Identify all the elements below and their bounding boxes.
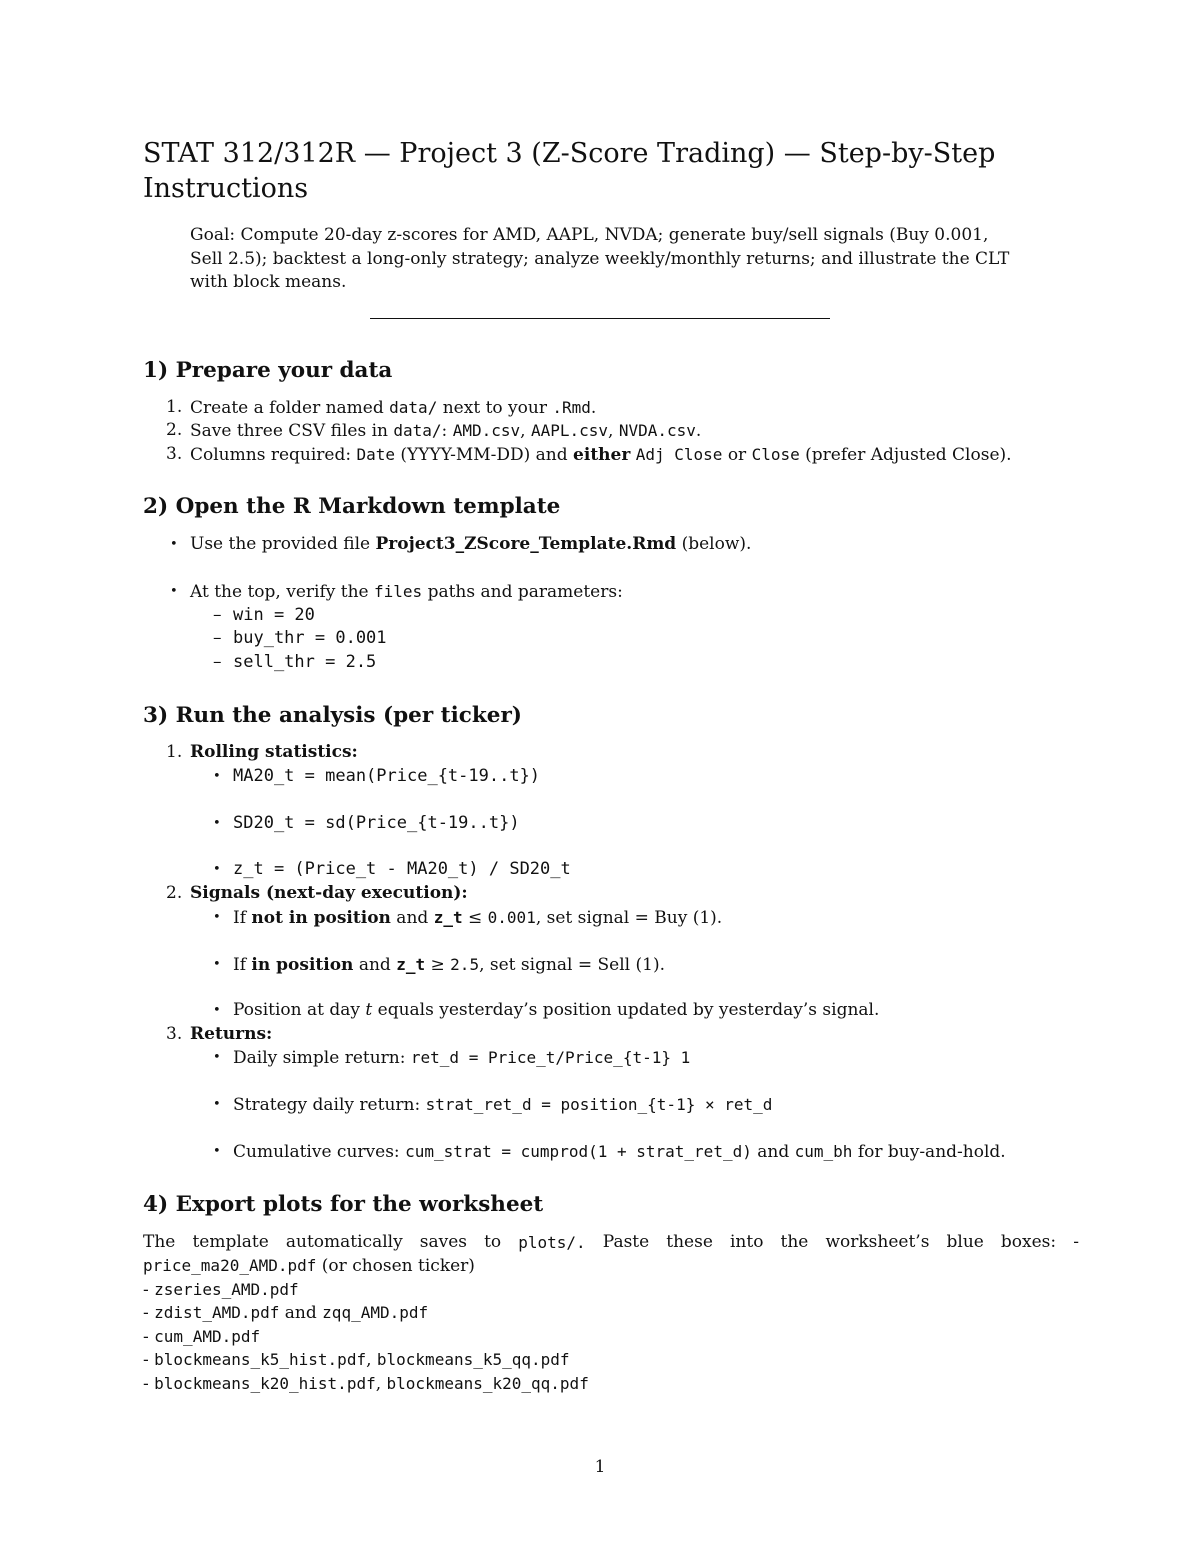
list-item: At the top, verify the files paths and parameters: xyxy=(190,582,623,602)
dash-marker: – xyxy=(213,628,222,648)
list-item: Cumulative curves: cum_strat = cumprod(1 + strat_ret_d) and cum_bh for buy-and-hold. xyxy=(233,1142,1006,1162)
list-item: Strategy daily return: strat_ret_d = position_{t-1} × ret_d xyxy=(233,1095,773,1115)
list-number: 1. xyxy=(166,742,183,762)
list-item: If not in position and z_t ≤ 0.001, set signal = Buy (1). xyxy=(233,908,723,928)
section-1-heading: 1) Prepare your data xyxy=(143,358,393,383)
bullet-icon: • xyxy=(213,1097,221,1112)
goal-line-2: Sell 2.5); backtest a long-only strategy; analyze weekly/monthly returns; and illustrate the CLT xyxy=(190,248,1010,269)
bullet-icon: • xyxy=(213,862,221,877)
list-number: 2. xyxy=(166,883,183,903)
list-number: 3. xyxy=(166,444,183,464)
bullet-icon: • xyxy=(213,1050,221,1065)
section-3-heading: 3) Run the analysis (per ticker) xyxy=(143,703,522,728)
bullet-icon: • xyxy=(213,910,221,925)
param-win: win = 20 xyxy=(233,605,315,625)
list-item: Create a folder named data/ next to your .Rmd. xyxy=(190,398,597,418)
page-number: 1 xyxy=(594,1457,606,1477)
bullet-icon: • xyxy=(213,816,221,831)
list-item: Position at day t equals yesterday’s position updated by yesterday’s signal. xyxy=(233,1000,880,1020)
list-number: 3. xyxy=(166,1024,183,1044)
returns-label: Returns: xyxy=(190,1024,273,1044)
document-title: STAT 312/312R — Project 3 (Z-Score Trading) — Step-by-Step Instructions xyxy=(143,138,996,204)
goal-label: Goal: xyxy=(190,225,236,245)
param-sell-thr: sell_thr = 2.5 xyxy=(233,652,377,672)
export-line: - cum_AMD.pdf xyxy=(143,1327,261,1347)
param-buy-thr: buy_thr = 0.001 xyxy=(233,628,387,648)
signals-label: Signals (next-day execution): xyxy=(190,883,468,903)
export-line: - blockmeans_k5_hist.pdf, blockmeans_k5_qq.pdf xyxy=(143,1350,570,1370)
bullet-icon: • xyxy=(170,584,178,599)
section-4-heading: 4) Export plots for the worksheet xyxy=(143,1192,544,1217)
dash-marker: – xyxy=(213,605,222,625)
list-number: 1. xyxy=(166,397,183,417)
horizontal-rule xyxy=(370,318,830,319)
goal-line-3: with block means. xyxy=(190,272,347,292)
rolling-statistics-label: Rolling statistics: xyxy=(190,742,358,762)
bullet-icon: • xyxy=(213,1003,221,1018)
goal-line-1: Compute 20-day z-scores for AMD, AAPL, NVDA; generate buy/sell signals (Buy 0.001, xyxy=(240,225,989,245)
bullet-icon: • xyxy=(213,769,221,784)
list-item: Save three CSV files in data/: AMD.csv, AAPL.csv, NVDA.csv. xyxy=(190,421,702,441)
goal-paragraph xyxy=(190,224,1030,295)
formula-ma20: MA20_t = mean(Price_{t-19..t}) xyxy=(233,766,541,786)
export-line: - blockmeans_k20_hist.pdf, blockmeans_k20_qq.pdf xyxy=(143,1374,589,1394)
list-item: If in position and z_t ≥ 2.5, set signal = Sell (1). xyxy=(233,955,665,975)
formula-sd20: SD20_t = sd(Price_{t-19..t}) xyxy=(233,813,520,833)
formula-z: z_t = (Price_t - MA20_t) / SD20_t xyxy=(233,859,571,879)
list-item: Columns required: Date (YYYY-MM-DD) and either Adj Close or Close (prefer Adjusted Close). xyxy=(190,445,1012,465)
list-item: Use the provided file Project3_ZScore_Template.Rmd (below). xyxy=(190,534,752,554)
list-item: Daily simple return: ret_d = Price_t/Price_{t-1} 1 xyxy=(233,1048,691,1068)
bullet-icon: • xyxy=(213,957,221,972)
export-line: - zdist_AMD.pdf and zqq_AMD.pdf xyxy=(143,1303,429,1323)
export-line: price_ma20_AMD.pdf (or chosen ticker) xyxy=(143,1256,475,1276)
export-line: - zseries_AMD.pdf xyxy=(143,1280,299,1300)
bullet-icon: • xyxy=(170,537,178,552)
list-number: 2. xyxy=(166,420,183,440)
bullet-icon: • xyxy=(213,1144,221,1159)
dash-marker: – xyxy=(213,652,222,672)
export-intro: The template automatically saves to plots/. Paste these into the worksheet’s blue boxes: - xyxy=(143,1232,1079,1252)
section-2-heading: 2) Open the R Markdown template xyxy=(143,494,561,519)
